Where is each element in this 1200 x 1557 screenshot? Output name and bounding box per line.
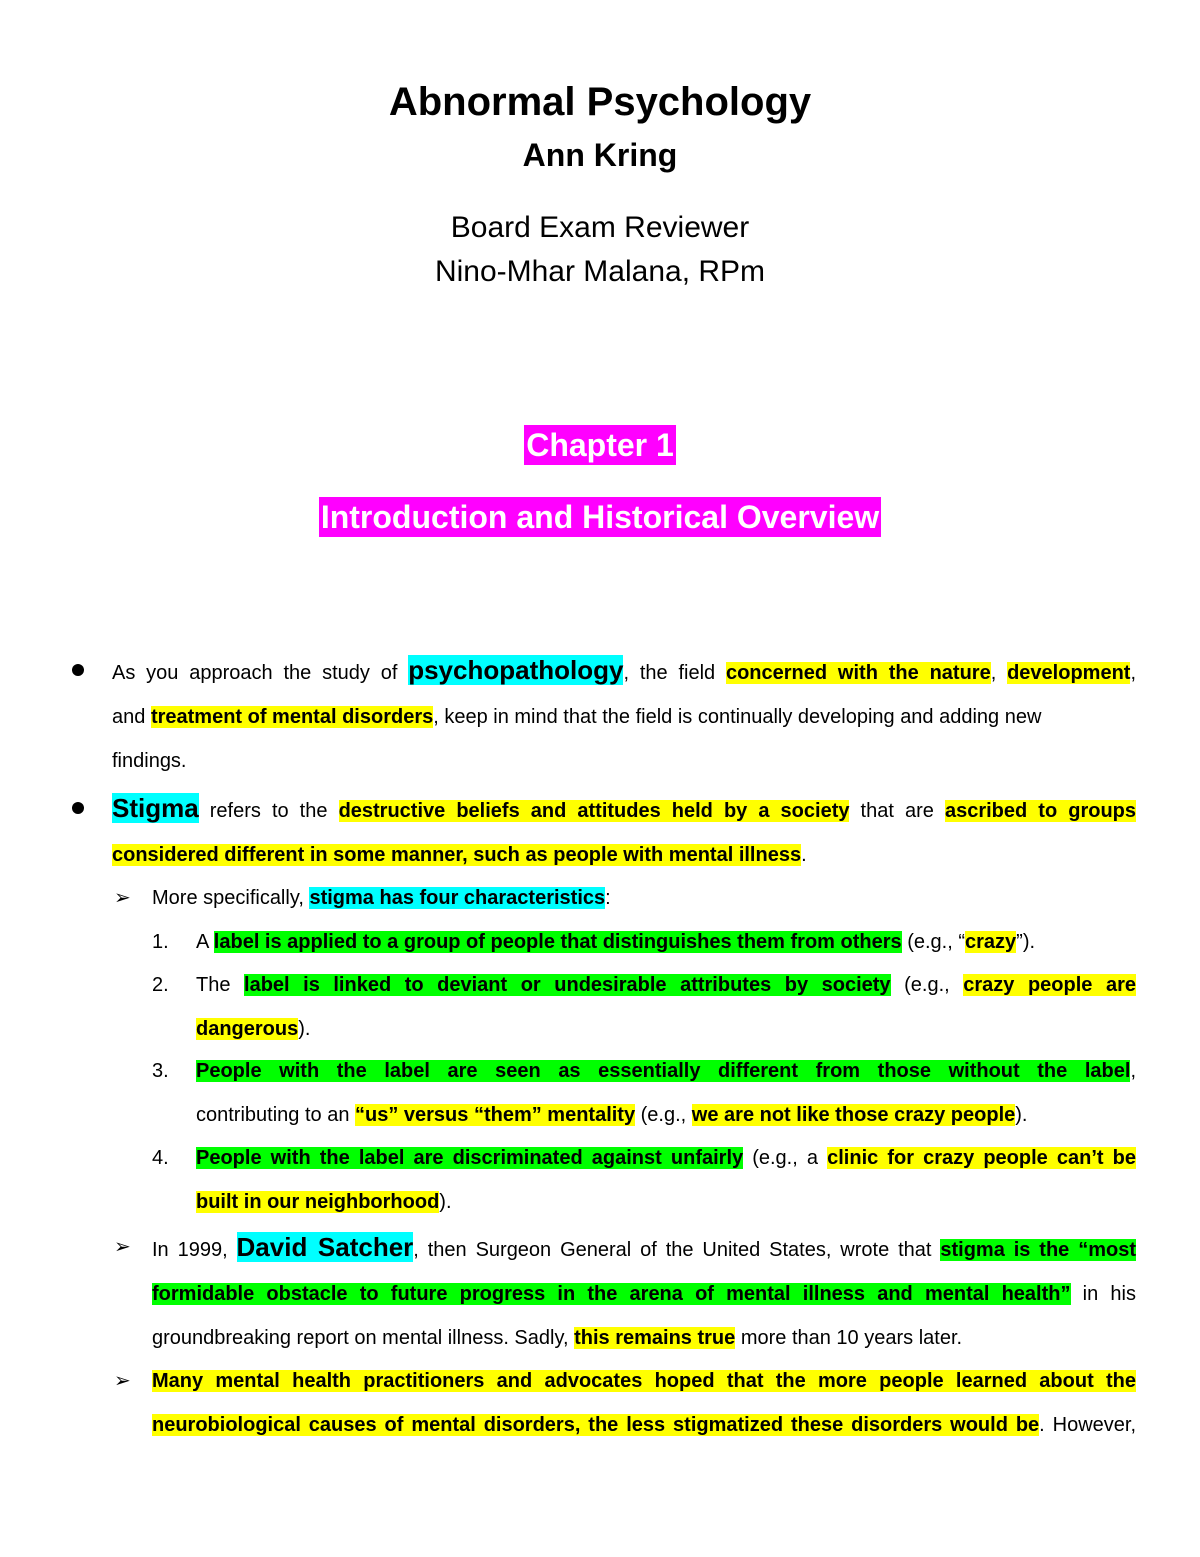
text-line bbox=[152, 1403, 1136, 1447]
text-span: ). bbox=[439, 1191, 452, 1213]
keyword-highlight: stigma is the “most bbox=[940, 1239, 1136, 1261]
list-item bbox=[196, 1136, 1136, 1224]
text-span: : bbox=[605, 887, 611, 909]
text-line bbox=[196, 1136, 1136, 1180]
text-span: , bbox=[990, 662, 1008, 684]
text-span: The bbox=[196, 974, 245, 996]
text-span: (e.g., a bbox=[743, 1147, 828, 1169]
bullet-paragraph-stigma bbox=[112, 786, 1136, 877]
text-line bbox=[196, 1007, 1136, 1051]
text-line bbox=[196, 920, 1136, 964]
text-span: ). bbox=[1015, 1104, 1028, 1126]
sub-point-david-satcher bbox=[152, 1225, 1136, 1360]
chapter-number-label: Chapter 1 bbox=[526, 427, 674, 463]
chapter-heading bbox=[0, 492, 1200, 542]
keyword-highlight: ascribed to groups bbox=[944, 800, 1136, 822]
keyword-highlight: psychopathology bbox=[408, 655, 624, 685]
keyword-highlight: destructive beliefs and attitudes held by a society bbox=[338, 800, 850, 822]
keyword-highlight: People with the label are discriminated against unfairly bbox=[196, 1147, 744, 1169]
keyword-highlight: People with the label are seen as essentially different from those without the label bbox=[196, 1060, 1131, 1082]
text-span: contributing to an bbox=[196, 1104, 355, 1126]
sub-point-four-characteristics bbox=[152, 876, 1136, 920]
text-line bbox=[112, 648, 1136, 695]
keyword-highlight: we are not like those crazy people bbox=[691, 1104, 1016, 1126]
text-span: groundbreaking report on mental illness. Sadly, bbox=[152, 1327, 575, 1349]
chapter-number bbox=[0, 420, 1200, 470]
arrow-bullet-icon: ➢ bbox=[114, 887, 131, 909]
text-span: , bbox=[1130, 662, 1137, 684]
text-line bbox=[152, 876, 1136, 920]
text-line bbox=[196, 1093, 1136, 1137]
keyword-highlight: label is applied to a group of people that distinguishes them from others bbox=[213, 931, 902, 953]
text-line bbox=[152, 1316, 1136, 1360]
text-span: that are bbox=[849, 800, 945, 822]
text-span: , the field bbox=[623, 662, 726, 684]
text-span: and bbox=[112, 706, 151, 728]
keyword-highlight: Many mental health practitioners and advocates hoped that the more people learned about the bbox=[152, 1370, 1136, 1392]
text-line bbox=[196, 963, 1136, 1007]
keyword-highlight: this remains true bbox=[574, 1327, 736, 1349]
bullet-paragraph-psychopathology bbox=[112, 648, 1136, 783]
reviewer-name: Nino-Mhar Malana, RPm bbox=[434, 255, 766, 288]
text-span: refers to the bbox=[198, 800, 339, 822]
text-span: . However, bbox=[1039, 1414, 1137, 1436]
text-span: ”). bbox=[1016, 931, 1036, 953]
text-line bbox=[112, 695, 1136, 739]
keyword-highlight: stigma has four characteristics bbox=[309, 887, 606, 909]
keyword-highlight: clinic for crazy people can’t be bbox=[827, 1147, 1136, 1169]
text-span: in his bbox=[1070, 1283, 1136, 1305]
keyword-highlight: crazy bbox=[965, 931, 1017, 953]
document-subtitle: Board Exam Reviewer bbox=[450, 211, 750, 244]
list-number: 4. bbox=[152, 1147, 169, 1169]
text-span: ). bbox=[298, 1018, 311, 1040]
text-line bbox=[152, 1272, 1136, 1316]
text-span: . bbox=[801, 844, 807, 866]
text-span: , keep in mind that the field is continually developing and adding new bbox=[433, 706, 1042, 728]
text-line bbox=[152, 1225, 1136, 1272]
text-span: As you approach the study of bbox=[112, 662, 409, 684]
text-span: , bbox=[1130, 1060, 1136, 1082]
keyword-highlight: built in our neighborhood bbox=[196, 1191, 440, 1213]
text-span: A bbox=[196, 931, 214, 953]
list-item bbox=[196, 920, 1136, 964]
keyword-highlight: crazy people are bbox=[963, 974, 1136, 996]
text-line bbox=[196, 1049, 1136, 1093]
keyword-highlight: neurobiological causes of mental disorders, the less stigmatized these disorders would be bbox=[152, 1414, 1040, 1436]
keyword-highlight: Stigma bbox=[112, 793, 199, 823]
list-number: 2. bbox=[152, 974, 169, 996]
bullet-dot bbox=[72, 664, 84, 676]
chapter-title-label: Introduction and Historical Overview bbox=[320, 499, 880, 535]
keyword-highlight: formidable obstacle to future progress in the arena of mental illness and mental health” bbox=[152, 1283, 1071, 1305]
text-span: (e.g., bbox=[890, 974, 964, 996]
text-span: (e.g., bbox=[635, 1104, 692, 1126]
text-line bbox=[112, 786, 1136, 833]
text-span: more than 10 years later. bbox=[735, 1327, 963, 1349]
keyword-highlight: “us” versus “them” mentality bbox=[355, 1104, 636, 1126]
keyword-highlight: David Satcher bbox=[236, 1232, 414, 1262]
arrow-bullet-icon: ➢ bbox=[114, 1236, 131, 1258]
sub-point-neurobiological bbox=[152, 1359, 1136, 1447]
list-item bbox=[196, 963, 1136, 1051]
text-line bbox=[196, 1180, 1136, 1224]
arrow-bullet-icon: ➢ bbox=[114, 1370, 131, 1392]
text-line bbox=[112, 833, 1136, 877]
text-line bbox=[112, 739, 1136, 783]
keyword-highlight: label is linked to deviant or undesirable attributes by society bbox=[244, 974, 891, 996]
text-span: More specifically, bbox=[152, 887, 310, 909]
text-span: findings. bbox=[112, 750, 187, 772]
list-number: 3. bbox=[152, 1060, 169, 1082]
text-span: In 1999, bbox=[152, 1239, 237, 1261]
document-title: Abnormal Psychology bbox=[388, 80, 812, 124]
keyword-highlight: treatment of mental disorders bbox=[150, 706, 434, 728]
text-span: , then Surgeon General of the United States, wrote that bbox=[413, 1239, 941, 1261]
keyword-highlight: considered different in some manner, such as people with mental illness bbox=[112, 844, 802, 866]
author-name: Ann Kring bbox=[522, 137, 678, 173]
keyword-highlight: concerned with the nature bbox=[725, 662, 991, 684]
keyword-highlight: dangerous bbox=[196, 1018, 299, 1040]
text-span: (e.g., “ bbox=[901, 931, 965, 953]
list-item bbox=[196, 1049, 1136, 1137]
text-line bbox=[152, 1359, 1136, 1403]
keyword-highlight: development bbox=[1007, 662, 1131, 684]
list-number: 1. bbox=[152, 931, 169, 953]
bullet-dot bbox=[72, 802, 84, 814]
